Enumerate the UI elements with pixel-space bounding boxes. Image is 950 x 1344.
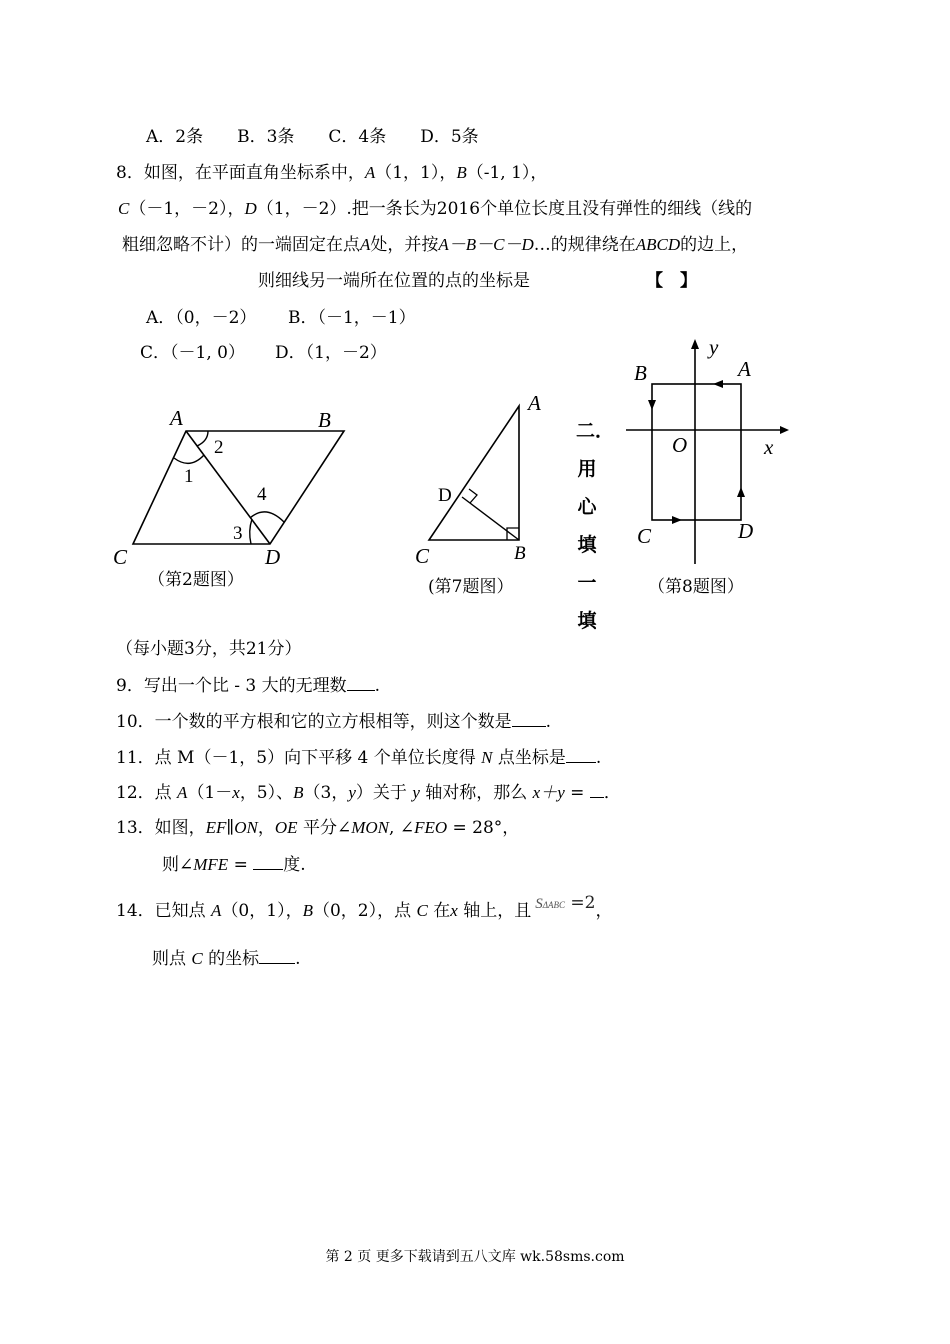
q14-line2-end: . [295,949,301,969]
q8-point-b: B [456,163,467,182]
fig2-angle4-arc [250,512,284,522]
q10-end: . [545,712,552,732]
fig2-angle3-arc [250,519,252,544]
fig7-caption: (第7题图） [428,577,514,597]
q14-area-formula [535,893,595,913]
fig8-label-c: C [637,524,652,548]
fig8-caption: （第8题图） [648,577,744,597]
q8-point-a: A [364,163,376,182]
q8-line3-abcd: ABCD [635,235,681,254]
fig2-angle1-arc [174,455,204,463]
q13-bisect: 平分∠ [297,818,352,838]
q8-line1-pre: 8．如图，在平面直角坐标系中， [116,163,365,183]
fig8-rectangle [652,384,741,520]
q12-a-coord2: ，5）、 [239,783,294,803]
q14-line2-c: C [191,949,203,968]
q14-line1 [116,893,613,924]
section2-char: 填 [577,610,597,632]
q12-eq: = [564,783,590,803]
fig7-label-a: A [528,391,541,415]
q8-line3-a: A [360,235,371,254]
q12-answer-blank[interactable] [590,781,604,798]
fig8-label-b: B [634,361,647,385]
q14-a: A [211,901,222,920]
fig2-num-1: 1 [184,466,194,487]
fig2-num-3: 3 [233,523,243,544]
q13-c2: , ∠ [389,818,415,838]
fig8-label-d: D [738,519,754,543]
q8-option-d: D．（1，－2） [275,343,387,363]
q12-axis-y: y [412,783,420,802]
fig2-label-c: C [113,545,128,569]
q14-a-coord: （0，1）， [221,901,303,921]
q9-end: . [374,676,380,696]
q8-a-coord: （1，1）， [375,163,457,183]
q8-line3-end: 的边上， [680,235,749,255]
q12-pre: 12．点 [116,783,178,803]
q12-mid: 轴对称，那么 [419,783,533,803]
q11-answer-blank[interactable] [566,746,596,763]
q14-mid: 在 [427,901,451,921]
q8-line1 [116,162,547,184]
q14-b: B [302,901,313,920]
section2-vertical-title [576,412,615,640]
q14-mid2: 轴上，且 [457,901,532,921]
fig2-label-d: D [265,545,281,569]
q13-ef: EF [205,818,227,837]
q13-mfe: MFE [193,855,229,874]
section2-char: 一 [577,572,597,594]
q14-x: x [450,901,458,920]
q13-pre: 13．如图， [116,818,206,838]
q11-n: N [481,748,493,767]
q12-b-coord: （3， [303,783,349,803]
q11-post: 点坐标是 [492,748,566,768]
fig8-label-a: A [738,357,751,381]
q8-d-coord: （1，－2）.把一条长为2016个单位长度且没有弹性的细线（线的 [256,199,753,219]
q13-line1 [116,817,519,839]
q12-a: A [177,783,188,802]
fig2-label-a: A [170,406,183,430]
q13-feo: FEO [414,818,448,837]
fig2-angle2-arc [197,431,208,446]
q13-val: = 28°， [447,818,520,838]
q8-b-coord: （-1, 1）， [466,163,548,183]
q12-a-coord: （1－ [187,783,233,803]
q13-mon: MON [351,818,390,837]
q8-line2 [118,198,752,220]
fig8-arrow-bc-icon [648,400,656,410]
q13-line2-eq: = [228,855,254,875]
q10 [116,710,551,733]
fig2-num-4: 4 [257,484,267,505]
q14-area-sub: ΔABC [542,900,565,910]
section2-note: （每小题3分，共21分） [116,639,302,659]
q13-on: ON [234,818,258,837]
q11-end: . [595,748,602,768]
fig8-arrow-ab-icon [713,380,723,388]
q14-end: ， [595,901,613,921]
q12 [116,781,621,804]
q8-option-a: A．（0，－2） [146,308,257,328]
section2-char: 填 [577,534,597,556]
fig7-outline [429,406,519,540]
q14-b-coord: （0，2），点 [312,901,417,921]
q9-answer-blank[interactable] [347,674,375,691]
fig8-y-arrow-icon [691,339,699,349]
section2-char: 二． [576,420,615,442]
q8-option-b: B．（－1，－1） [288,308,416,328]
q13-line2-pre: 则∠ [162,855,194,875]
q8-point-c: C [118,199,130,218]
q8-line3-seq: A－B－C－D [438,235,534,254]
fig2-parallelogram [108,398,368,578]
fig8-arrow-cd-icon [672,516,682,524]
section2-char: 用 [577,458,597,480]
q14-c: C [416,901,428,920]
q14-area-s: S [535,896,543,912]
q14-answer-blank[interactable] [259,947,295,964]
q12-x: x [232,783,240,802]
fig7-label-c: C [415,544,430,568]
q11-pre: 11．点 M（－1，5）向下平移 4 个单位长度得 [116,748,482,768]
q8-line3 [122,234,748,256]
q14-area-eq: =2 [565,893,596,913]
q9 [116,674,380,697]
q8-point-d: D [244,199,257,218]
fig8-label-o: O [672,433,688,457]
q9-text: 9．写出一个比 - 3 大的无理数 [116,676,347,696]
fig8-label-y: y [709,335,719,359]
section2-char: 心 [577,496,597,518]
page-footer: 第 2 页 更多下载请到五八文库 wk.58sms.com [325,1249,625,1265]
q13-oe: OE [274,818,298,837]
q14-line2 [152,947,301,970]
fig8-x-arrow-icon [780,426,789,434]
q8-option-c: C．（－1, 0） [140,343,245,363]
fig2-label-b: B [318,408,331,432]
q13-line2 [162,853,306,876]
fig7-right-angle-d [469,489,477,503]
q14-pre: 14．已知点 [116,901,212,921]
fig8-label-x: x [764,435,774,459]
fig2-caption: （第2题图） [148,570,244,590]
fig2-num-2: 2 [214,437,224,458]
fig7-label-b: B [514,543,526,564]
q11 [116,746,601,769]
fig7-altitude-bd [462,497,519,540]
q7-options: A．2条 B．3条 C．4条 D．5条 [146,127,479,147]
q12-end: ． [603,783,621,803]
q12-expr: x＋y [532,783,565,802]
fig7-triangle [408,388,558,578]
q13-parallel: ∥ [226,818,235,838]
q14-line2-pre: 则点 [152,949,192,969]
fig7-label-d: D [438,485,452,506]
q12-b: B [293,783,304,802]
q8-line3-mid2: …的规律绕在 [533,235,636,255]
q13-comma: ， [257,818,275,838]
q13-answer-blank[interactable] [253,853,283,870]
q14-line2-mid: 的坐标 [202,949,260,969]
q8-c-coord: （－1，－2）， [129,199,245,219]
q10-text: 10．一个数的平方根和它的立方根相等，则这个数是 [116,712,512,732]
q8-line3-pre: 粗细忽略不计）的一端固定在点 [122,235,360,255]
q8-line4: 则细线另一端所在位置的点的坐标是 [258,271,530,291]
fig8-coordinate-figure [612,330,812,570]
q12-b-coord2: ）关于 [355,783,413,803]
q10-answer-blank[interactable] [512,710,546,727]
fig8-arrow-da-icon [737,487,745,497]
q13-line2-end: 度. [283,855,306,875]
q8-line3-mid: 处，并按 [370,235,439,255]
q12-y: y [348,783,356,802]
q8-answer-bracket: 【 】 [646,271,697,291]
